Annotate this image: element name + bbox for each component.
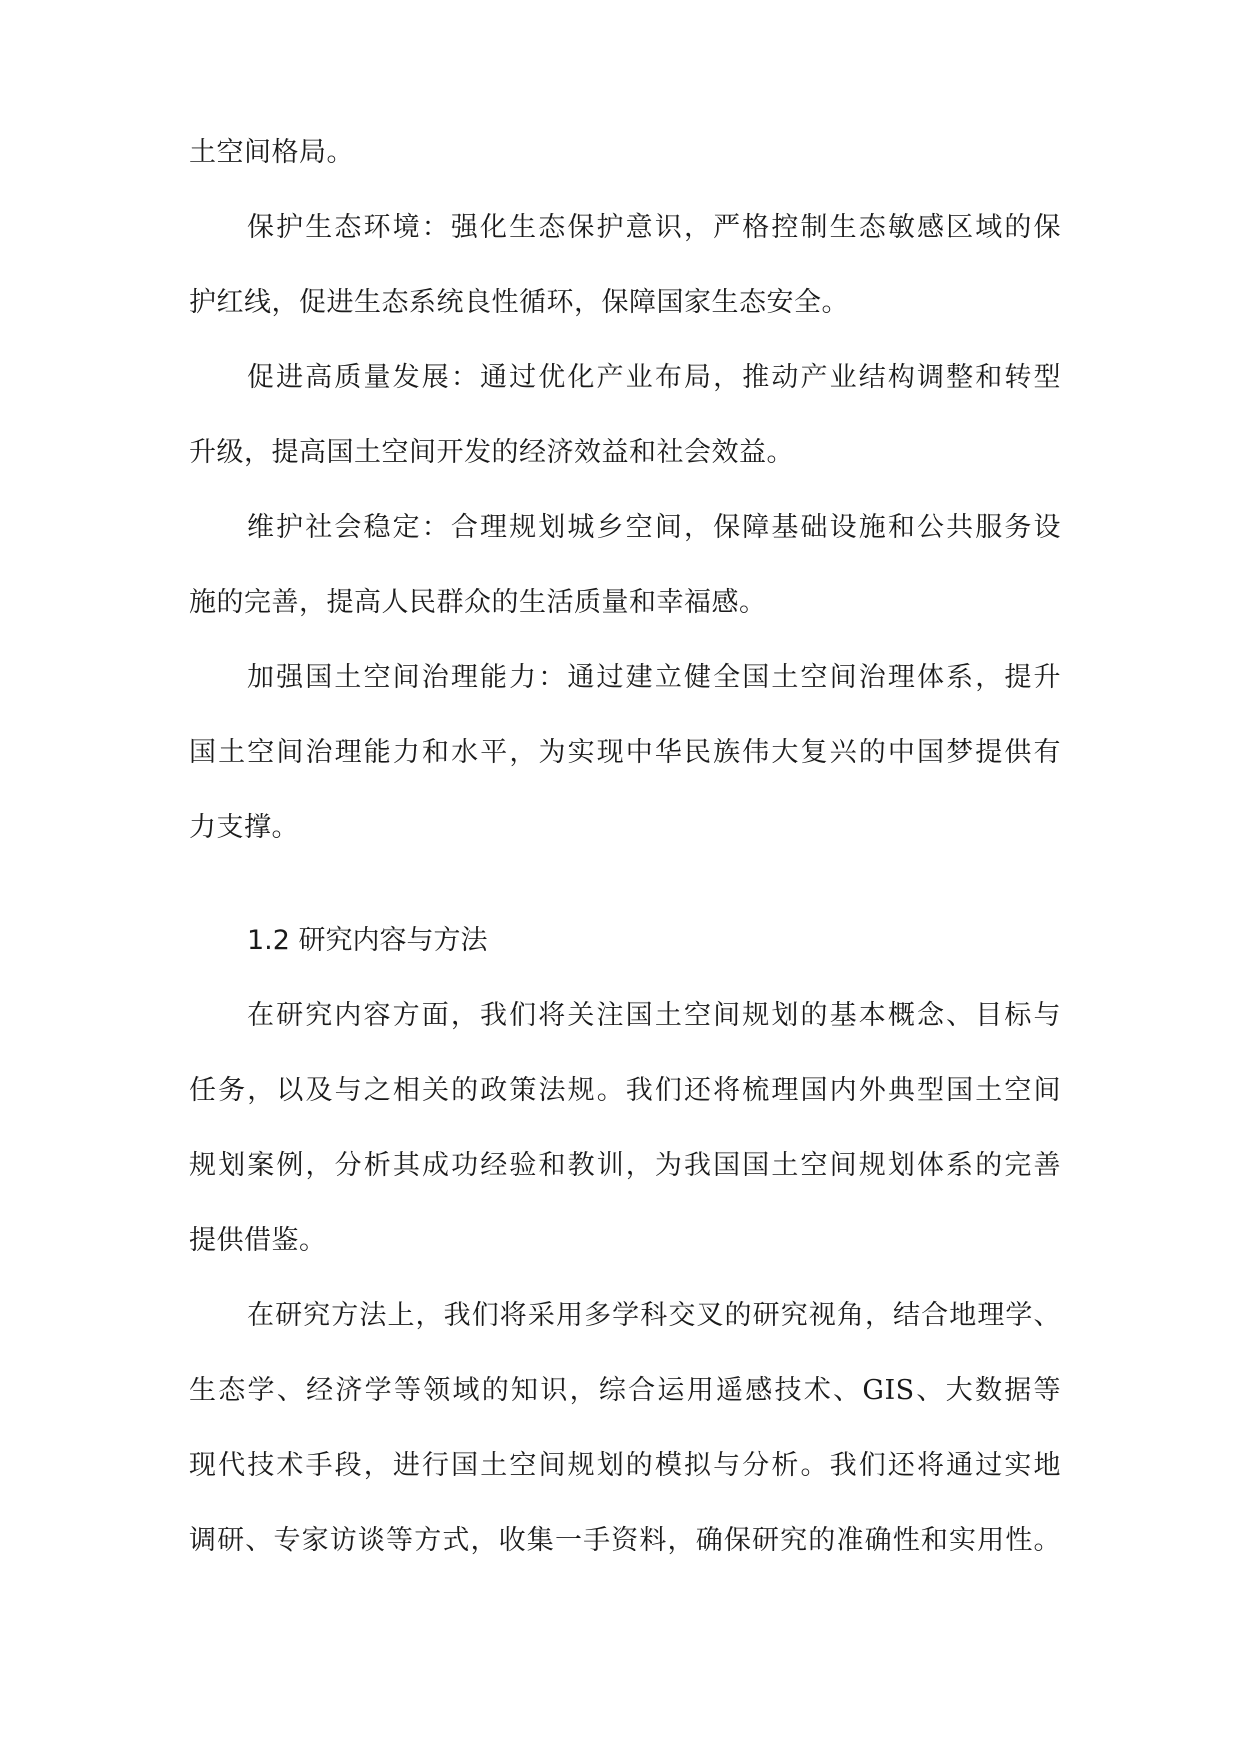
- text-line: 国土空间治理能力和水平，为实现中华民族伟大复兴的中国梦提供有: [189, 737, 1061, 768]
- paragraph-ecology: [189, 208, 1061, 358]
- text-line: 现代技术手段，进行国土空间规划的模拟与分析。我们还将通过实地: [189, 1450, 1061, 1481]
- paragraph-stability: [189, 508, 1061, 658]
- text-line: 提供借鉴。: [189, 1225, 327, 1256]
- text-line: 规划案例，分析其成功经验和教训，为我国国土空间规划体系的完善: [189, 1150, 1061, 1181]
- paragraph-research-content: [189, 996, 1061, 1296]
- text-line: 生态学、经济学等领域的知识，综合运用遥感技术、GIS、大数据等: [189, 1375, 1061, 1406]
- section-heading: 1.2 研究内容与方法: [247, 925, 488, 956]
- text-line: 促进高质量发展：通过优化产业布局，推动产业结构调整和转型: [247, 362, 1061, 393]
- paragraph-governance: [189, 658, 1061, 883]
- paragraph-continuation: [189, 133, 1061, 208]
- text-line: 在研究内容方面，我们将关注国土空间规划的基本概念、目标与: [247, 1000, 1061, 1031]
- text-line: 保护生态环境：强化生态保护意识，严格控制生态敏感区域的保: [247, 212, 1061, 243]
- text-line: 土空间格局。: [189, 137, 354, 168]
- paragraph-research-method: [189, 1296, 1061, 1596]
- text-line: 在研究方法上，我们将采用多学科交叉的研究视角，结合地理学、: [247, 1300, 1061, 1331]
- text-line: 力支撑。: [189, 812, 299, 843]
- document-page: [189, 133, 1061, 1596]
- text-line: 施的完善，提高人民群众的生活质量和幸福感。: [189, 587, 767, 618]
- paragraph-development: [189, 358, 1061, 508]
- text-line: 护红线，促进生态系统良性循环，保障国家生态安全。: [189, 287, 849, 318]
- text-line: 加强国土空间治理能力：通过建立健全国土空间治理体系，提升: [247, 662, 1061, 693]
- text-line: 调研、专家访谈等方式，收集一手资料，确保研究的准确性和实用性。: [189, 1525, 1061, 1556]
- text-line: 维护社会稳定：合理规划城乡空间，保障基础设施和公共服务设: [247, 512, 1061, 543]
- text-line: 升级，提高国土空间开发的经济效益和社会效益。: [189, 437, 794, 468]
- text-line: 任务，以及与之相关的政策法规。我们还将梳理国内外典型国土空间: [189, 1075, 1061, 1106]
